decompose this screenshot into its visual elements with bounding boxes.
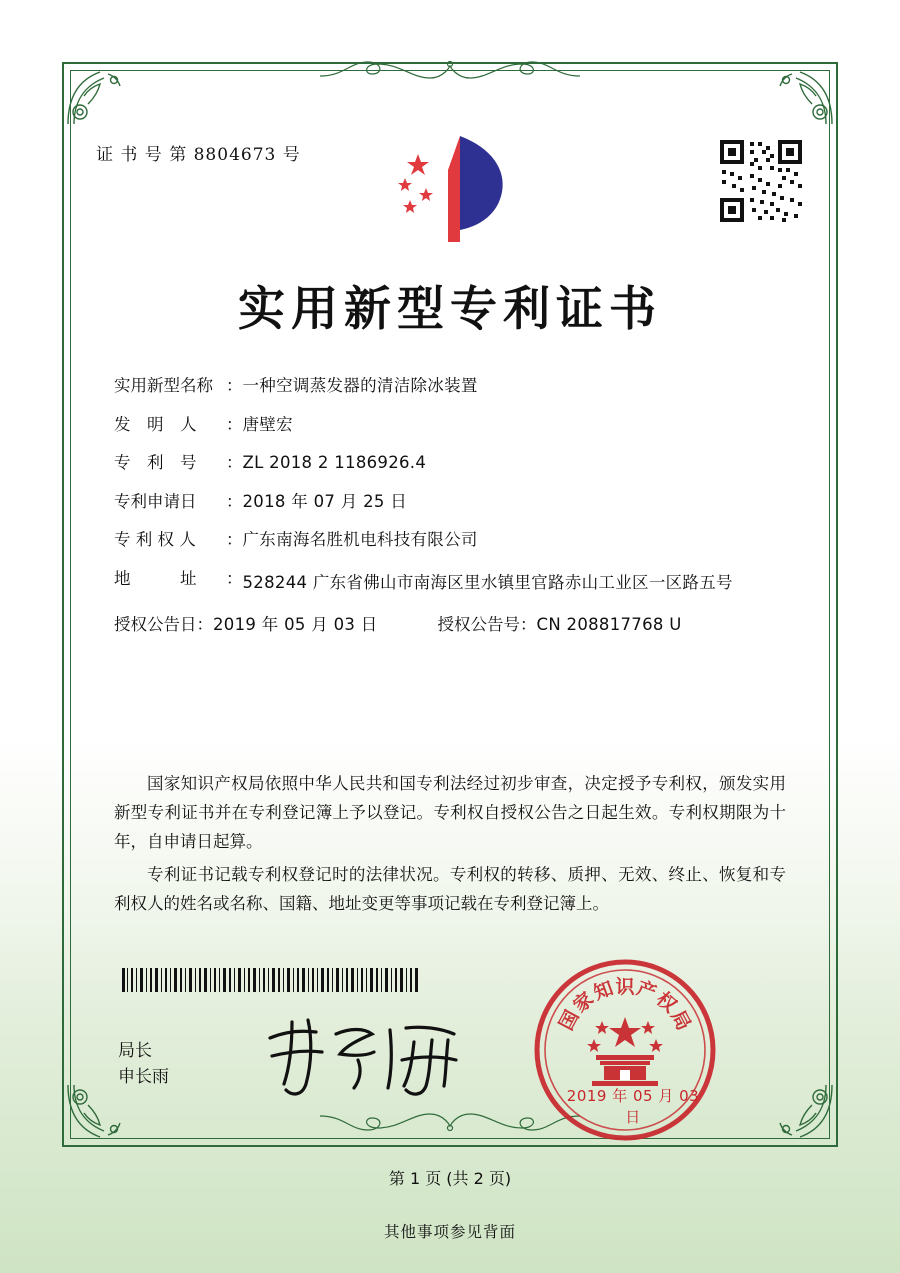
field-colon: ： [226, 568, 243, 588]
svg-text:国: 国 [555, 1006, 584, 1034]
announcement-date-value: 2019 年 05 月 03 日 [213, 615, 378, 635]
field-value: 唐壁宏 [242, 414, 293, 434]
announcement-date-label: 授权公告日 [114, 615, 197, 635]
paragraph-1: 国家知识产权局依照中华人民共和国专利法经过初步审查，决定授予专利权，颁发实用新型专利证书并在专利登记簿上予以登记。专利权自授权公告之日起生效。专利权期限为十年，自申请日起算。 [114, 774, 786, 851]
field-colon: ： [226, 530, 243, 549]
field-value: 528244 广东省佛山市南海区里水镇里官路赤山工业区一区路五号 [242, 572, 733, 592]
seal-date: 2019 年 05 月 03 日 [566, 1087, 700, 1126]
field-value: 一种空调蒸发器的清洁除冰装置 [242, 376, 478, 395]
field-announcement [114, 617, 794, 634]
field-value: 广东南海名胜机电科技有限公司 [242, 530, 478, 549]
legal-text-block [114, 770, 786, 922]
field-colon: ： [226, 376, 243, 395]
field-label: 实用新型名称 [114, 376, 213, 395]
field-inventor [114, 414, 794, 434]
announcement-number-value: CN 208817768 U [536, 615, 682, 635]
field-label: 专利申请日 [114, 491, 197, 511]
svg-text:识: 识 [615, 976, 635, 998]
svg-text:权: 权 [651, 987, 681, 1017]
field-value: 2018 年 07 月 25 日 [242, 491, 408, 511]
barcode-icon [122, 968, 422, 992]
certificate-fields [114, 378, 794, 652]
svg-text:家: 家 [569, 987, 599, 1017]
svg-text:局: 局 [666, 1006, 695, 1034]
field-colon: ： [196, 615, 213, 635]
field-label: 专 利 权 人 [114, 530, 196, 549]
field-patentee [114, 532, 794, 549]
commissioner-title: 局长 [118, 1041, 152, 1061]
corner-ornament-icon [772, 1081, 836, 1145]
field-label: 专 利 号 [114, 453, 197, 472]
corner-ornament-icon [64, 64, 128, 128]
footer-note: 其他事项参见背面 [383, 1223, 516, 1241]
certificate-number: 证 书 号 第 8804673 号 [96, 145, 301, 165]
svg-text:产: 产 [633, 977, 660, 1005]
field-colon: ： [226, 491, 243, 511]
svg-text:知: 知 [590, 977, 617, 1005]
page-title: 实用新型专利证书 [238, 282, 662, 337]
field-colon: ： [226, 453, 243, 472]
field-utility-model-name [114, 378, 794, 395]
cnipa-logo-icon [388, 130, 528, 248]
paragraph-2: 专利证书记载专利权登记时的法律状况。专利权的转移、质押、无效、终止、恢复和专利权人的姓名或名称、国籍、地址变更等事项记载在专利登记簿上。 [114, 864, 786, 913]
corner-ornament-icon [772, 64, 836, 128]
field-address [114, 568, 794, 596]
field-patent-number [114, 455, 794, 472]
commissioner-role [118, 1038, 169, 1091]
commissioner-name: 申长雨 [118, 1067, 169, 1088]
handwritten-signature-icon [262, 1012, 482, 1102]
page-number: 第 1 页 (共 2 页) [388, 1169, 512, 1188]
qr-code-icon [718, 138, 804, 224]
border-flourish-icon [320, 58, 580, 84]
field-label: 发 明 人 [114, 414, 197, 434]
field-value: ZL 2018 2 1186926.4 [242, 453, 427, 472]
field-application-date [114, 491, 794, 511]
field-label: 地 址 [114, 568, 197, 588]
announcement-number-label: 授权公告号 [437, 615, 521, 635]
field-colon: ： [520, 615, 537, 635]
field-colon: ： [226, 414, 243, 434]
